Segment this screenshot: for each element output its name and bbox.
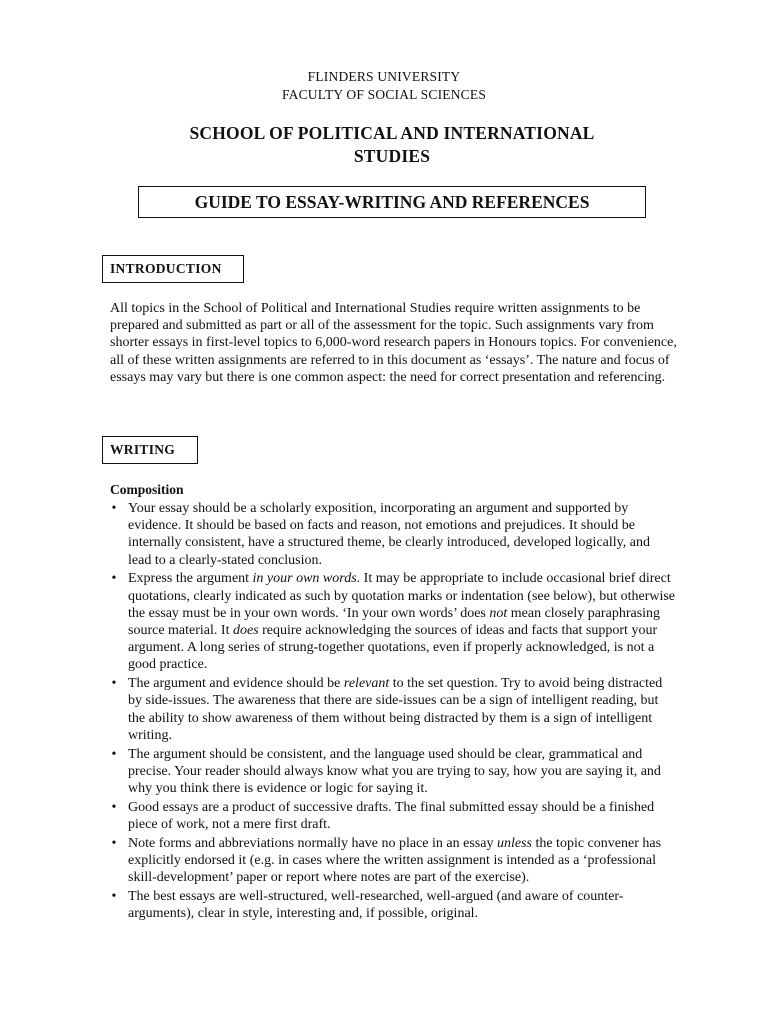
bullet-marker: • <box>111 746 117 762</box>
bullet-text: the topic convener has explicitly endorsed it (e.g. in cases where the written assignment is intended as a ‘professional skill-development’ paper or report where notes are part of the exercise). <box>128 835 662 886</box>
bullet-text: Express the argument <box>128 571 253 587</box>
bullet-marker: • <box>111 889 117 905</box>
introduction-heading: INTRODUCTION <box>102 255 244 283</box>
bullet-marker: • <box>111 571 117 587</box>
list-item <box>106 570 676 673</box>
emphasis-text: unless <box>496 835 532 851</box>
writing-heading: WRITING <box>102 436 198 464</box>
guide-title: GUIDE TO ESSAY-WRITING AND REFERENCES <box>138 186 646 218</box>
list-item <box>106 675 676 744</box>
introduction-paragraph: All topics in the School of Political and International Studies require written assignments to be prepared and submitted as part or all of the assessment for the topic. Such assignments vary from shorter essays in first-level topics to 6,000-word research papers in Honours topics. For convenience, all of these written assignments are referred to in this document as ‘essays’. The nature and focus of essays may vary but there is one common aspect: the need for correct presentation and referencing. <box>110 301 677 385</box>
list-item <box>106 799 676 833</box>
bullet-text: require acknowledging the sources of ideas and facts that support your argument. A long series of strung-together quotations, even if properly acknowledged, is not a good practice. <box>128 623 658 673</box>
emphasis-text: in your own words <box>252 571 357 587</box>
school-title-line1: SCHOOL OF POLITICAL AND INTERNATIONAL <box>189 123 595 143</box>
bullet-text: Note forms and abbreviations normally have no place in an essay <box>128 835 497 851</box>
bullet-text: Your essay should be a scholarly exposition, incorporating an argument and supported by evidence. It should be based on facts and reason, not emotions and prejudices. It should be internally consistent, have a structured theme, be clearly introduced, developed logically, and lead to a clearly-stated conclusion. <box>128 501 650 568</box>
emphasis-text: relevant <box>343 676 390 692</box>
composition-bullet-list <box>106 500 676 924</box>
composition-subheading: Composition <box>110 482 184 497</box>
bullet-text: The argument should be consistent, and the language used should be clear, grammatical and precise. Your reader should always know what you are trying to say, how you are saying it, and why you think there is evidence or logic for saying it. <box>128 746 661 797</box>
emphasis-text: does <box>232 623 259 639</box>
university-name: FLINDERS UNIVERSITY <box>307 69 461 84</box>
list-item <box>106 746 676 798</box>
bullet-text: The argument and evidence should be <box>128 676 344 692</box>
bullet-marker: • <box>111 799 117 815</box>
bullet-text: mean closely paraphrasing source material. It <box>128 605 661 639</box>
bullet-text: to the set question. Try to avoid being distracted by side-issues. The awareness that there are side-issues can be a sign of intelligent reading, but the ability to show awareness of them without being distracted by them is a sign of intelligent writing. <box>128 676 663 743</box>
bullet-text: Good essays are a product of successive drafts. The final submitted essay should be a finished piece of work, not a mere first draft. <box>128 799 655 833</box>
bullet-text: The best essays are well-structured, well-researched, well-argued (and aware of counter-arguments), clear in style, interesting and, if possible, original. <box>128 889 624 922</box>
bullet-marker: • <box>111 835 117 851</box>
bullet-marker: • <box>111 501 117 516</box>
school-title <box>0 122 768 168</box>
list-item <box>106 835 676 887</box>
school-title-line2: STUDIES <box>353 146 431 166</box>
faculty-name: FACULTY OF SOCIAL SCIENCES <box>281 87 487 102</box>
institution-header <box>0 68 768 104</box>
emphasis-text: not <box>489 605 508 621</box>
bullet-text: . It may be appropriate to include occasional brief direct quotations, clearly indicated as such by quotation marks or indentation (see below), but otherwise the essay must be in your own words. ‘In your own words’ does <box>128 571 676 621</box>
list-item <box>106 500 676 569</box>
bullet-marker: • <box>111 676 117 692</box>
list-item <box>106 888 676 922</box>
